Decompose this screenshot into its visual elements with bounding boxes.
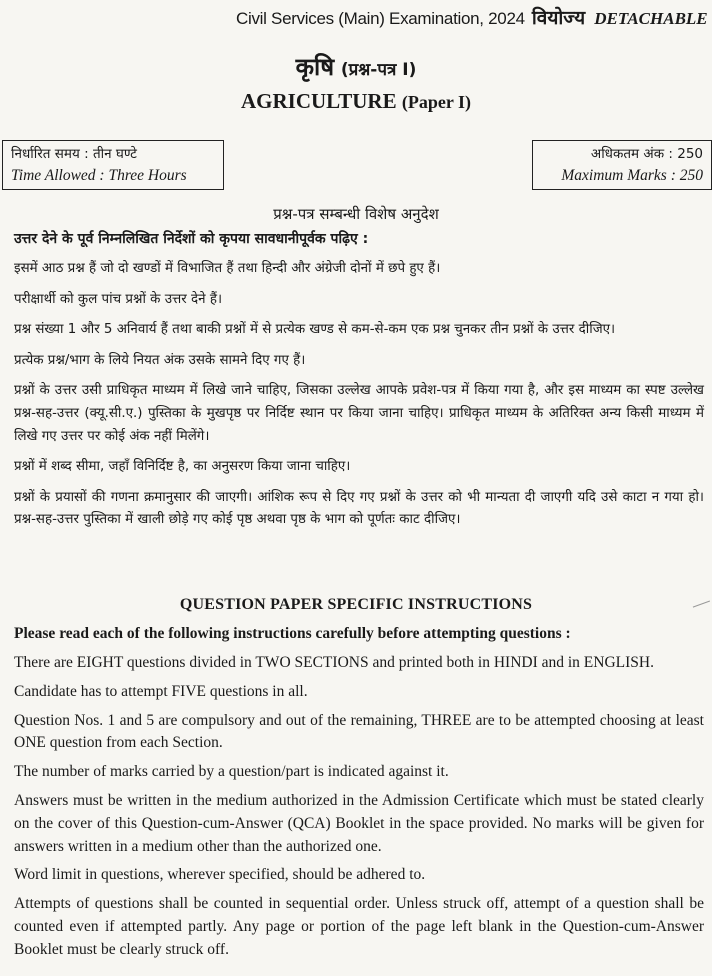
detachable-label: DETACHABLE	[594, 9, 708, 28]
english-instruction-3: Question Nos. 1 and 5 are compulsory and out of the remaining, THREE are to be attempted choosing at least ONE question from each Section.	[14, 711, 704, 752]
time-allowed-box	[2, 140, 224, 190]
time-allowed-english: Time Allowed : Three Hours	[11, 167, 187, 184]
english-instructions-body	[14, 652, 704, 968]
english-instructions-heading: QUESTION PAPER SPECIFIC INSTRUCTIONS	[179, 596, 533, 613]
maximum-marks-hindi: अधिकतम अंक : 250	[590, 146, 703, 162]
english-instruction-4: The number of marks carried by a question/part is indicated against it.	[14, 763, 449, 781]
subject-english-line	[0, 89, 712, 114]
hindi-instructions-body	[14, 258, 704, 540]
hindi-instruction-3: प्रश्न संख्या 1 और 5 अनिवार्य हैं तथा बाकी प्रश्नों में से प्रत्येक खण्ड से कम-से-कम एक प्रश्न चुनकर तीन प्रश्नों के उत्तर दीजिए।	[14, 322, 616, 338]
maximum-marks-box	[532, 140, 712, 190]
subject-english: AGRICULTURE	[241, 89, 397, 113]
maximum-marks-english: Maximum Marks : 250	[561, 167, 703, 184]
paper-hindi: (प्रश्न-पत्र I)	[340, 60, 417, 80]
hindi-instructions-subheading: उत्तर देने के पूर्व निम्नलिखित निर्देशों को कृपया सावधानीपूर्वक पढ़िए :	[14, 231, 369, 247]
hindi-instruction-4: प्रत्येक प्रश्न/भाग के लिये नियत अंक उसके सामने दिए गए हैं।	[14, 352, 306, 368]
english-instruction-5: Answers must be written in the medium authorized in the Admission Certificate which must be stated clearly on the cover of this Question-cum-Answer (QCA) Booklet in the space provided. No marks will be given for answers written in a medium other than the authorized one.	[14, 791, 704, 855]
english-instruction-2: Candidate has to attempt FIVE questions in all.	[14, 682, 308, 700]
english-instruction-1: There are EIGHT questions divided in TWO SECTIONS and printed both in HINDI and in ENGLISH.	[14, 654, 654, 671]
english-instructions-subheading: Please read each of the following instructions carefully before attempting questions :	[14, 625, 571, 642]
top-header-line	[236, 4, 712, 30]
paper-english: (Paper I)	[401, 92, 471, 112]
hindi-instruction-7: प्रश्नों के प्रयासों की गणना क्रमानुसार की जाएगी। आंशिक रूप से दिए गए प्रश्नों के उत्तर को भी मान्यता दी जाएगी यदि उसे काटा न गया हो। प्रश्न-सह-उत्तर पुस्तिका में खाली छोड़े गए कोई पृष्ठ अथवा पृष्ठ के भाग को पूर्णतः काट दीजिए।	[14, 489, 704, 528]
english-instruction-6: Word limit in questions, wherever specified, should be adhered to.	[14, 866, 426, 884]
hindi-instructions-heading: प्रश्न-पत्र सम्बन्धी विशेष अनुदेश	[273, 205, 439, 223]
hindi-instruction-1: इसमें आठ प्रश्न हैं जो दो खण्डों में विभाजित हैं तथा हिन्दी और अंग्रेजी दोनों में छपे हुए हैं।	[14, 261, 441, 276]
hindi-instruction-6: प्रश्नों में शब्द सीमा, जहाँ विनिर्दिष्ट है, का अनुसरण किया जाना चाहिए।	[14, 459, 351, 475]
subject-hindi: कृषि	[295, 53, 335, 81]
time-allowed-hindi: निर्धारित समय : तीन घण्टे	[11, 146, 137, 162]
detachable-hindi: वियोज्य	[531, 7, 586, 29]
hindi-instruction-2: परीक्षार्थी को कुल पांच प्रश्नों के उत्तर देने हैं।	[14, 291, 223, 307]
exam-name: Civil Services (Main) Examination, 2024	[236, 9, 525, 28]
hindi-instruction-5: प्रश्नों के उत्तर उसी प्राधिकृत माध्यम में लिखे जाने चाहिए, जिसका उल्लेख आपके प्रवेश-पत्र में किया गया है, और इस माध्यम का स्पष्ट उल्लेख प्रश्न-सह-उत्तर (क्यू.सी.ए.) पुस्तिका के मुखपृष्ठ पर निर्दिष्ट स्थान पर किया जाना चाहिए। प्राधिकृत माध्यम के अतिरिक्त अन्य किसी माध्यम में लिखे गए उत्तर पर कोई अंक नहीं मिलेंगे।	[14, 383, 704, 444]
english-instruction-7: Attempts of questions shall be counted in sequential order. Unless struck off, attempt of a question shall be counted even if attempted partly. Any page or portion of the page left blank in the Question-cum-Answer Booklet must be clearly struck off.	[14, 895, 704, 958]
subject-hindi-line	[0, 50, 712, 83]
